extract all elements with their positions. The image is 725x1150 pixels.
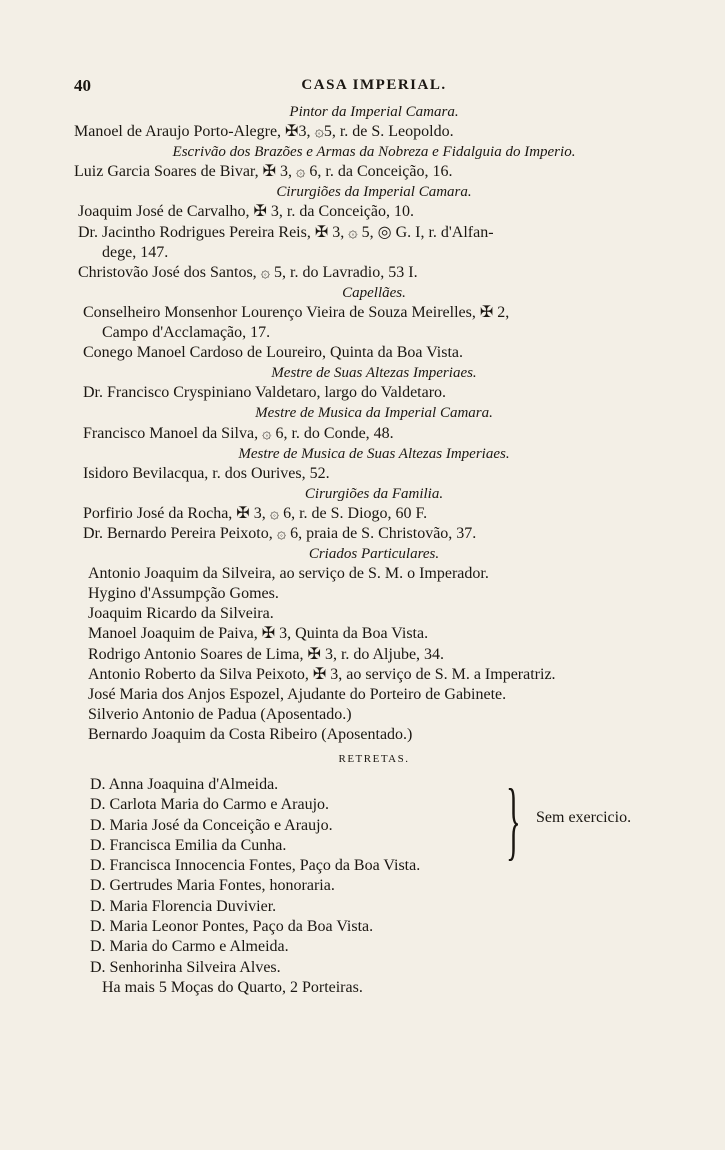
- entry-line: Dr. Bernardo Pereira Peixoto, ۞ 6, praia de S. Christovão, 37.: [83, 524, 477, 542]
- retreta-entry: D. Maria do Carmo e Almeida.: [90, 938, 289, 956]
- entry-line: Isidoro Bevilacqua, r. dos Ourives, 52.: [83, 464, 330, 482]
- entry-line: Antonio Roberto da Silva Peixoto, ✠ 3, ao serviço de S. M. a Imperatriz.: [88, 665, 556, 683]
- entry-line: Francisco Manoel da Silva, ۞ 6, r. do Conde, 48.: [83, 424, 394, 442]
- retreta-entry: D. Senhorinha Silveira Alves.: [90, 958, 281, 976]
- section-heading: Mestre de Musica da Imperial Camara.: [255, 405, 493, 422]
- brace-mark: }: [506, 772, 521, 869]
- retreta-entry: D. Gertrudes Maria Fontes, honoraria.: [90, 877, 335, 895]
- entry-line: Conselheiro Monsenhor Lourenço Vieira de Souza Meirelles, ✠ 2,: [83, 303, 510, 321]
- entry-line: Conego Manoel Cardoso de Loureiro, Quinta da Boa Vista.: [83, 344, 463, 362]
- entry-line: Dr. Francisco Cryspiniano Valdetaro, largo do Valdetaro.: [83, 384, 447, 402]
- running-title: CASA IMPERIAL.: [301, 77, 447, 93]
- section-heading: Mestre de Musica de Suas Altezas Imperiaes.: [238, 445, 510, 462]
- entry-continuation: dege, 147.: [102, 243, 169, 261]
- page-header: [74, 76, 674, 100]
- entry-line: Antonio Joaquim da Silveira, ao serviço de S. M. o Imperador.: [88, 565, 489, 583]
- entry-line: Luiz Garcia Soares de Bivar, ✠ 3, ۞ 6, r. da Conceição, 16.: [74, 163, 453, 181]
- retretas-heading: RETRETAS.: [338, 753, 410, 765]
- entry-continuation: Campo d'Acclamação, 17.: [102, 324, 271, 342]
- entry-line: Manoel de Araujo Porto-Alegre, ✠3, ۞5, r. de S. Leopoldo.: [74, 123, 454, 141]
- entry-line: Rodrigo Antonio Soares de Lima, ✠ 3, r. do Aljube, 34.: [88, 645, 445, 663]
- section-heading: Criados Particulares.: [308, 546, 440, 563]
- entry-line: Joaquim Ricardo da Silveira.: [88, 605, 274, 623]
- retreta-entry: D. Maria Florencia Duvivier.: [90, 897, 277, 915]
- retreta-entry: D. Carlota Maria do Carmo e Araujo.: [90, 796, 330, 814]
- retretas-entries: [90, 772, 674, 978]
- retreta-entry: D. Maria Leonor Pontes, Paço da Boa Vista.: [90, 918, 374, 936]
- entry-line: Silverio Antonio de Padua (Aposentado.): [88, 705, 352, 723]
- retretas-list: [74, 772, 674, 978]
- brace-note: Sem exercicio.: [536, 809, 632, 826]
- household-entries: [74, 102, 674, 745]
- retreta-entry: D. Francisca Innocencia Fontes, Paço da Boa Vista.: [90, 857, 421, 875]
- page-number: 40: [74, 76, 91, 95]
- section-heading: Escrivão dos Brazões e Armas da Nobreza e Fidalguia do Imperio.: [172, 144, 576, 161]
- section-heading: Pintor da Imperial Camara.: [289, 104, 459, 120]
- entry-line: Christovão José dos Santos, ۞ 5, r. do Lavradio, 53 I.: [78, 263, 418, 281]
- entry-line: Manoel Joaquim de Paiva, ✠ 3, Quinta da Boa Vista.: [88, 625, 429, 643]
- entry-line: Joaquim José de Carvalho, ✠ 3, r. da Conceição, 10.: [78, 203, 414, 221]
- footer-note: Ha mais 5 Moças do Quarto, 2 Porteiras.: [102, 978, 363, 996]
- retreta-entry: D. Anna Joaquina d'Almeida.: [90, 776, 279, 793]
- entry-line: José Maria dos Anjos Espozel, Ajudante do Porteiro de Gabinete.: [88, 685, 507, 703]
- entry-line: Bernardo Joaquim da Costa Ribeiro (Aposentado.): [88, 725, 413, 743]
- retreta-entry: D. Maria José da Conceição e Araujo.: [90, 816, 333, 834]
- section-heading: Cirurgiões da Familia.: [304, 485, 444, 502]
- section-heading: Capellães.: [342, 284, 406, 301]
- entry-line: Dr. Jacintho Rodrigues Pereira Reis, ✠ 3, ۞ 5, ◎ G. I, r. d'Alfan-: [78, 223, 494, 241]
- section-heading: Mestre de Suas Altezas Imperiaes.: [271, 365, 477, 382]
- page-body: [74, 102, 674, 998]
- section-heading: Cirurgiões da Imperial Camara.: [276, 184, 472, 201]
- retreta-entry: D. Francisca Emilia da Cunha.: [90, 836, 287, 854]
- entry-line: Hygino d'Assumpção Gomes.: [88, 585, 279, 603]
- entry-line: Porfirio José da Rocha, ✠ 3, ۞ 6, r. de S. Diogo, 60 F.: [83, 504, 428, 522]
